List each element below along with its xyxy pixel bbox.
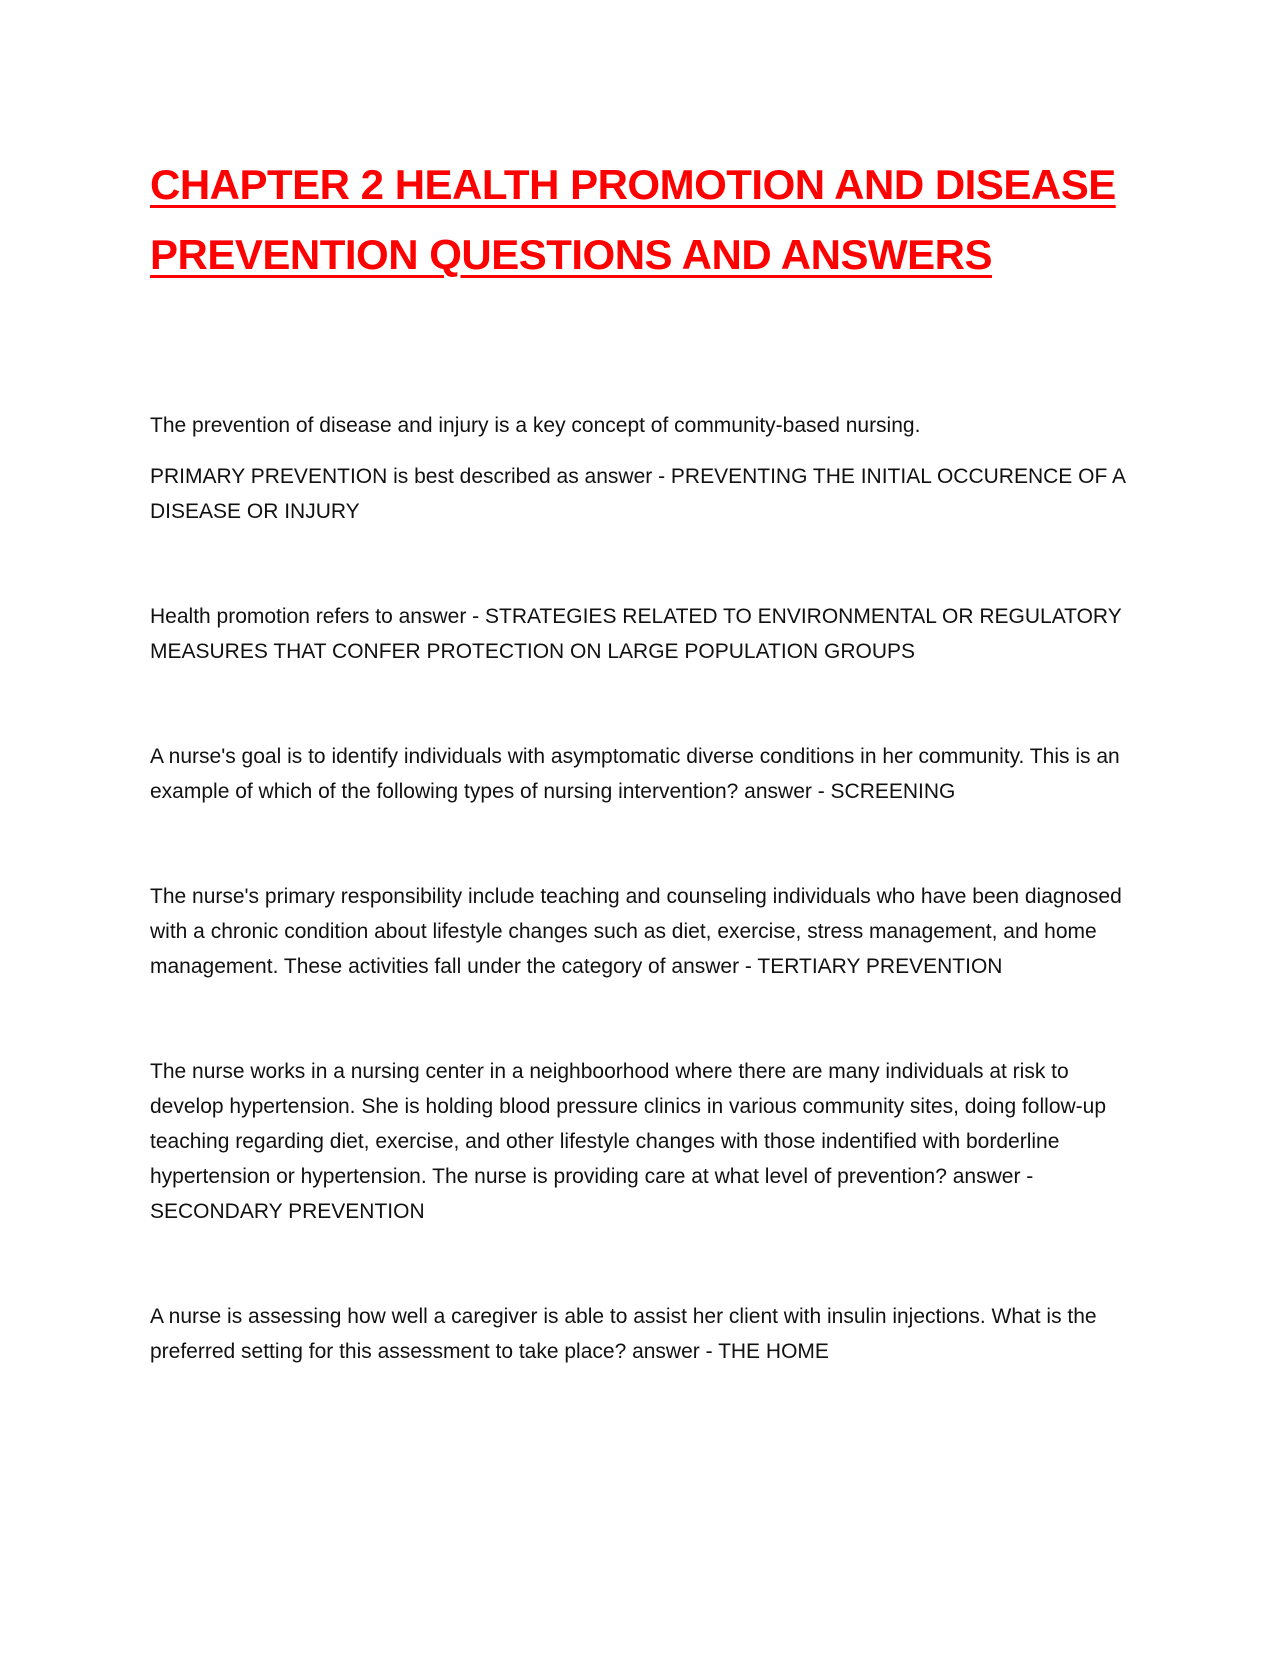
answer-text: THE HOME bbox=[718, 1340, 829, 1363]
answer-text: STRATEGIES RELATED TO ENVIRONMENTAL OR REGULATORY MEASURES THAT CONFER PROTECTION ON LARGE POPULATION GROUPS bbox=[150, 605, 1122, 663]
answer-text: TERTIARY PREVENTION bbox=[757, 955, 1003, 978]
qa-item-home-setting bbox=[150, 1299, 1140, 1369]
question-text: PRIMARY PREVENTION is best described as answer - bbox=[150, 465, 671, 488]
qa-item-tertiary-prevention bbox=[150, 879, 1140, 984]
question-text: A nurse is assessing how well a caregiver is able to assist her client with insulin injections. What is the preferred setting for this assessment to take place? answer - bbox=[150, 1305, 1097, 1363]
question-text: The nurse's primary responsibility include teaching and counseling individuals who have been diagnosed with a chronic condition about lifestyle changes such as diet, exercise, stress management, and home management. These activities fall under the category of answer - bbox=[150, 885, 1122, 978]
qa-item-screening bbox=[150, 739, 1140, 809]
document-title: CHAPTER 2 HEALTH PROMOTION AND DISEASE PREVENTION QUESTIONS AND ANSWERS bbox=[150, 161, 1116, 278]
qa-item-primary-prevention bbox=[150, 459, 1140, 529]
question-text: Health promotion refers to answer - bbox=[150, 605, 485, 628]
answer-text: SCREENING bbox=[830, 780, 956, 803]
question-text: A nurse's goal is to identify individuals with asymptomatic diverse conditions in her community. This is an example of which of the following types of nursing intervention? answer - bbox=[150, 745, 1120, 803]
question-text: The nurse works in a nursing center in a neighboorhood where there are many individuals at risk to develop hypertension. She is holding blood pressure clinics in various community sites, doing follow-up teaching regarding diet, exercise, and other lifestyle changes with those indentified with borderline hypertension or hypertension. The nurse is providing care at what level of prevention? answer - bbox=[150, 1060, 1107, 1188]
answer-text: PREVENTING THE INITIAL OCCURENCE OF A DISEASE OR INJURY bbox=[150, 465, 1125, 523]
qa-item-secondary-prevention bbox=[150, 1054, 1140, 1229]
intro-paragraph: The prevention of disease and injury is a key concept of community-based nursing. bbox=[150, 414, 921, 437]
qa-item-health-promotion bbox=[150, 599, 1140, 669]
answer-text: SECONDARY PREVENTION bbox=[150, 1200, 425, 1223]
document-page bbox=[150, 150, 1140, 1369]
